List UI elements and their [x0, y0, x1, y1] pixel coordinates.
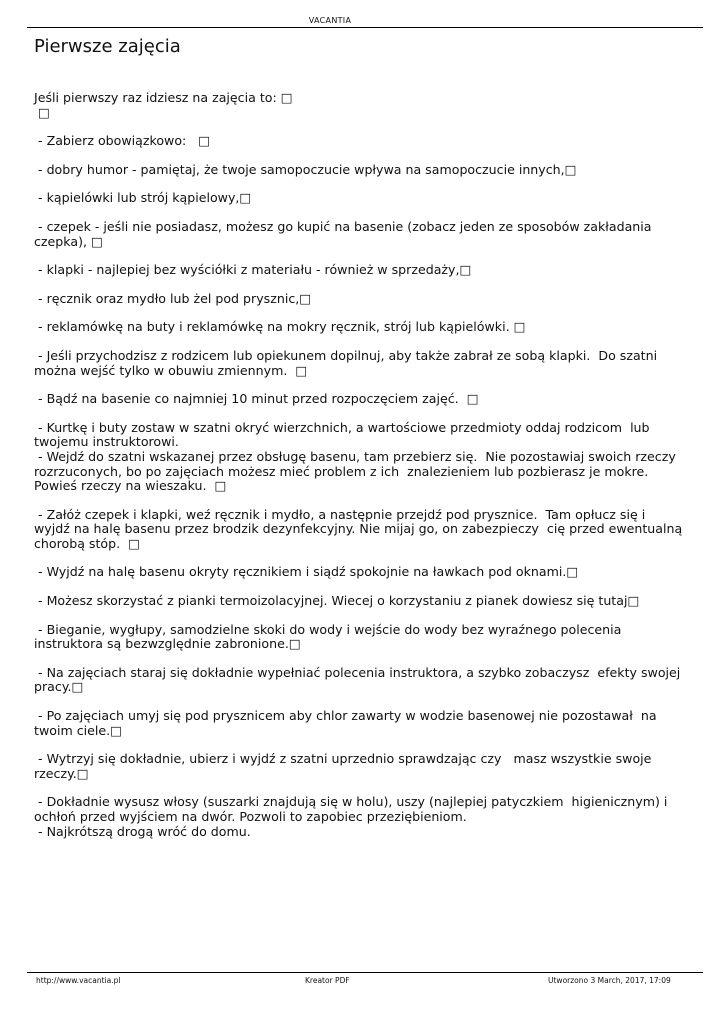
footer-divider	[27, 972, 703, 973]
paragraph: - Zabierz obowiązkowo: □	[34, 133, 211, 149]
paragraph: - klapki - najlepiej bez wyściółki z materiału - również w sprzedaży,□	[34, 262, 472, 278]
paragraph: - reklamówkę na buty i reklamówkę na mokry ręcznik, strój lub kąpielówki. □	[34, 319, 526, 335]
paragraph: - Załóż czepek i klapki, weź ręcznik i mydło, a następnie przejdź pod prysznice. Tam opłucz się i wyjdź na halę basenu przez brodzik dezynfekcyjny. Nie mijaj go, on zabezpieczy cię przed ewentualną chorobą stóp. □	[34, 506, 687, 551]
paragraph: - Jeśli przychodzisz z rodzicem lub opiekunem dopilnuj, aby także zabrał ze sobą klapki. Do szatni można wejść tylko w obuwiu zmiennym. □	[34, 347, 662, 378]
paragraph: - kąpielówki lub strój kąpielowy,□	[34, 190, 252, 206]
footer-generator: Kreator PDF	[305, 976, 350, 985]
paragraph: - Wejdź do szatni wskazanej przez obsługę basenu, tam przebierz się. Nie pozostawiaj swoich rzeczy rozrzuconych, bo po zajęciach możesz mieć problem z ich znalezieniem lub pozbierasz je mokre. Powieś rzeczy na wieszaku. □	[34, 448, 680, 494]
paragraph: - Wyjdź na halę basenu okryty ręcznikiem i siądź spokojnie na ławkach pod oknami.□	[34, 564, 579, 580]
paragraph: - czepek - jeśli nie posiadasz, możesz go kupić na basenie (zobacz jeden ze sposobów zakładania czepka), □	[34, 218, 656, 249]
footer-url-link[interactable]: http://www.vacantia.pl	[36, 976, 121, 985]
paragraph: - ręcznik oraz mydło lub żel pod prysznic,□	[34, 290, 312, 306]
page-title: Pierwsze zajęcia	[34, 36, 181, 57]
header-site-name: VACANTIA	[308, 16, 352, 25]
header-divider	[27, 27, 703, 28]
footer-created-date: Utworzono 3 March, 2017, 17:09	[548, 976, 671, 985]
paragraph: - Na zajęciach staraj się dokładnie wypełniać polecenia instruktora, a szybko zobaczysz efekty swojej pracy.□	[34, 664, 685, 695]
paragraph: - Możesz skorzystać z pianki termoizolacyjnej. Wiecej o korzystaniu z pianek dowiesz się tutaj□	[34, 593, 640, 609]
paragraph: - Kurtkę i buty zostaw w szatni okryć wierzchnich, a wartościowe przedmioty oddaj rodzicom lub twojemu instruktorowi.	[34, 419, 654, 450]
paragraph: - Bieganie, wygłupy, samodzielne skoki do wody i wejście do wody bez wyraźnego polecenia instruktora są bezwzględnie zabronione.□	[34, 621, 630, 652]
paragraph: - Najkrótszą drogą wróć do domu.	[34, 823, 251, 839]
paragraph: - Dokładnie wysusz włosy (suszarki znajdują się w holu), uszy (najlepiej patyczkiem higienicznym) i ochłoń przed wyjściem na dwór. Pozwoli to zapobiec przeziębieniom.	[34, 794, 672, 824]
paragraph: - dobry humor - pamiętaj, że twoje samopoczucie wpływa na samopoczucie innych,□	[34, 161, 577, 177]
paragraph: - Po zajęciach umyj się pod prysznicem aby chlor zawarty w wodzie basenowej nie pozostawał na twoim ciele.□	[34, 708, 661, 738]
paragraph: - Bądź na basenie co najmniej 10 minut przed rozpoczęciem zajęć. □	[34, 391, 479, 407]
paragraph: Jeśli pierwszy raz idziesz na zajęcia to: □ □	[34, 90, 293, 120]
article-body	[34, 90, 687, 839]
paragraph: - Wytrzyj się dokładnie, ubierz i wyjdź z szatni uprzednio sprawdzając czy masz wszystkie swoje rzeczy.□	[34, 751, 656, 781]
